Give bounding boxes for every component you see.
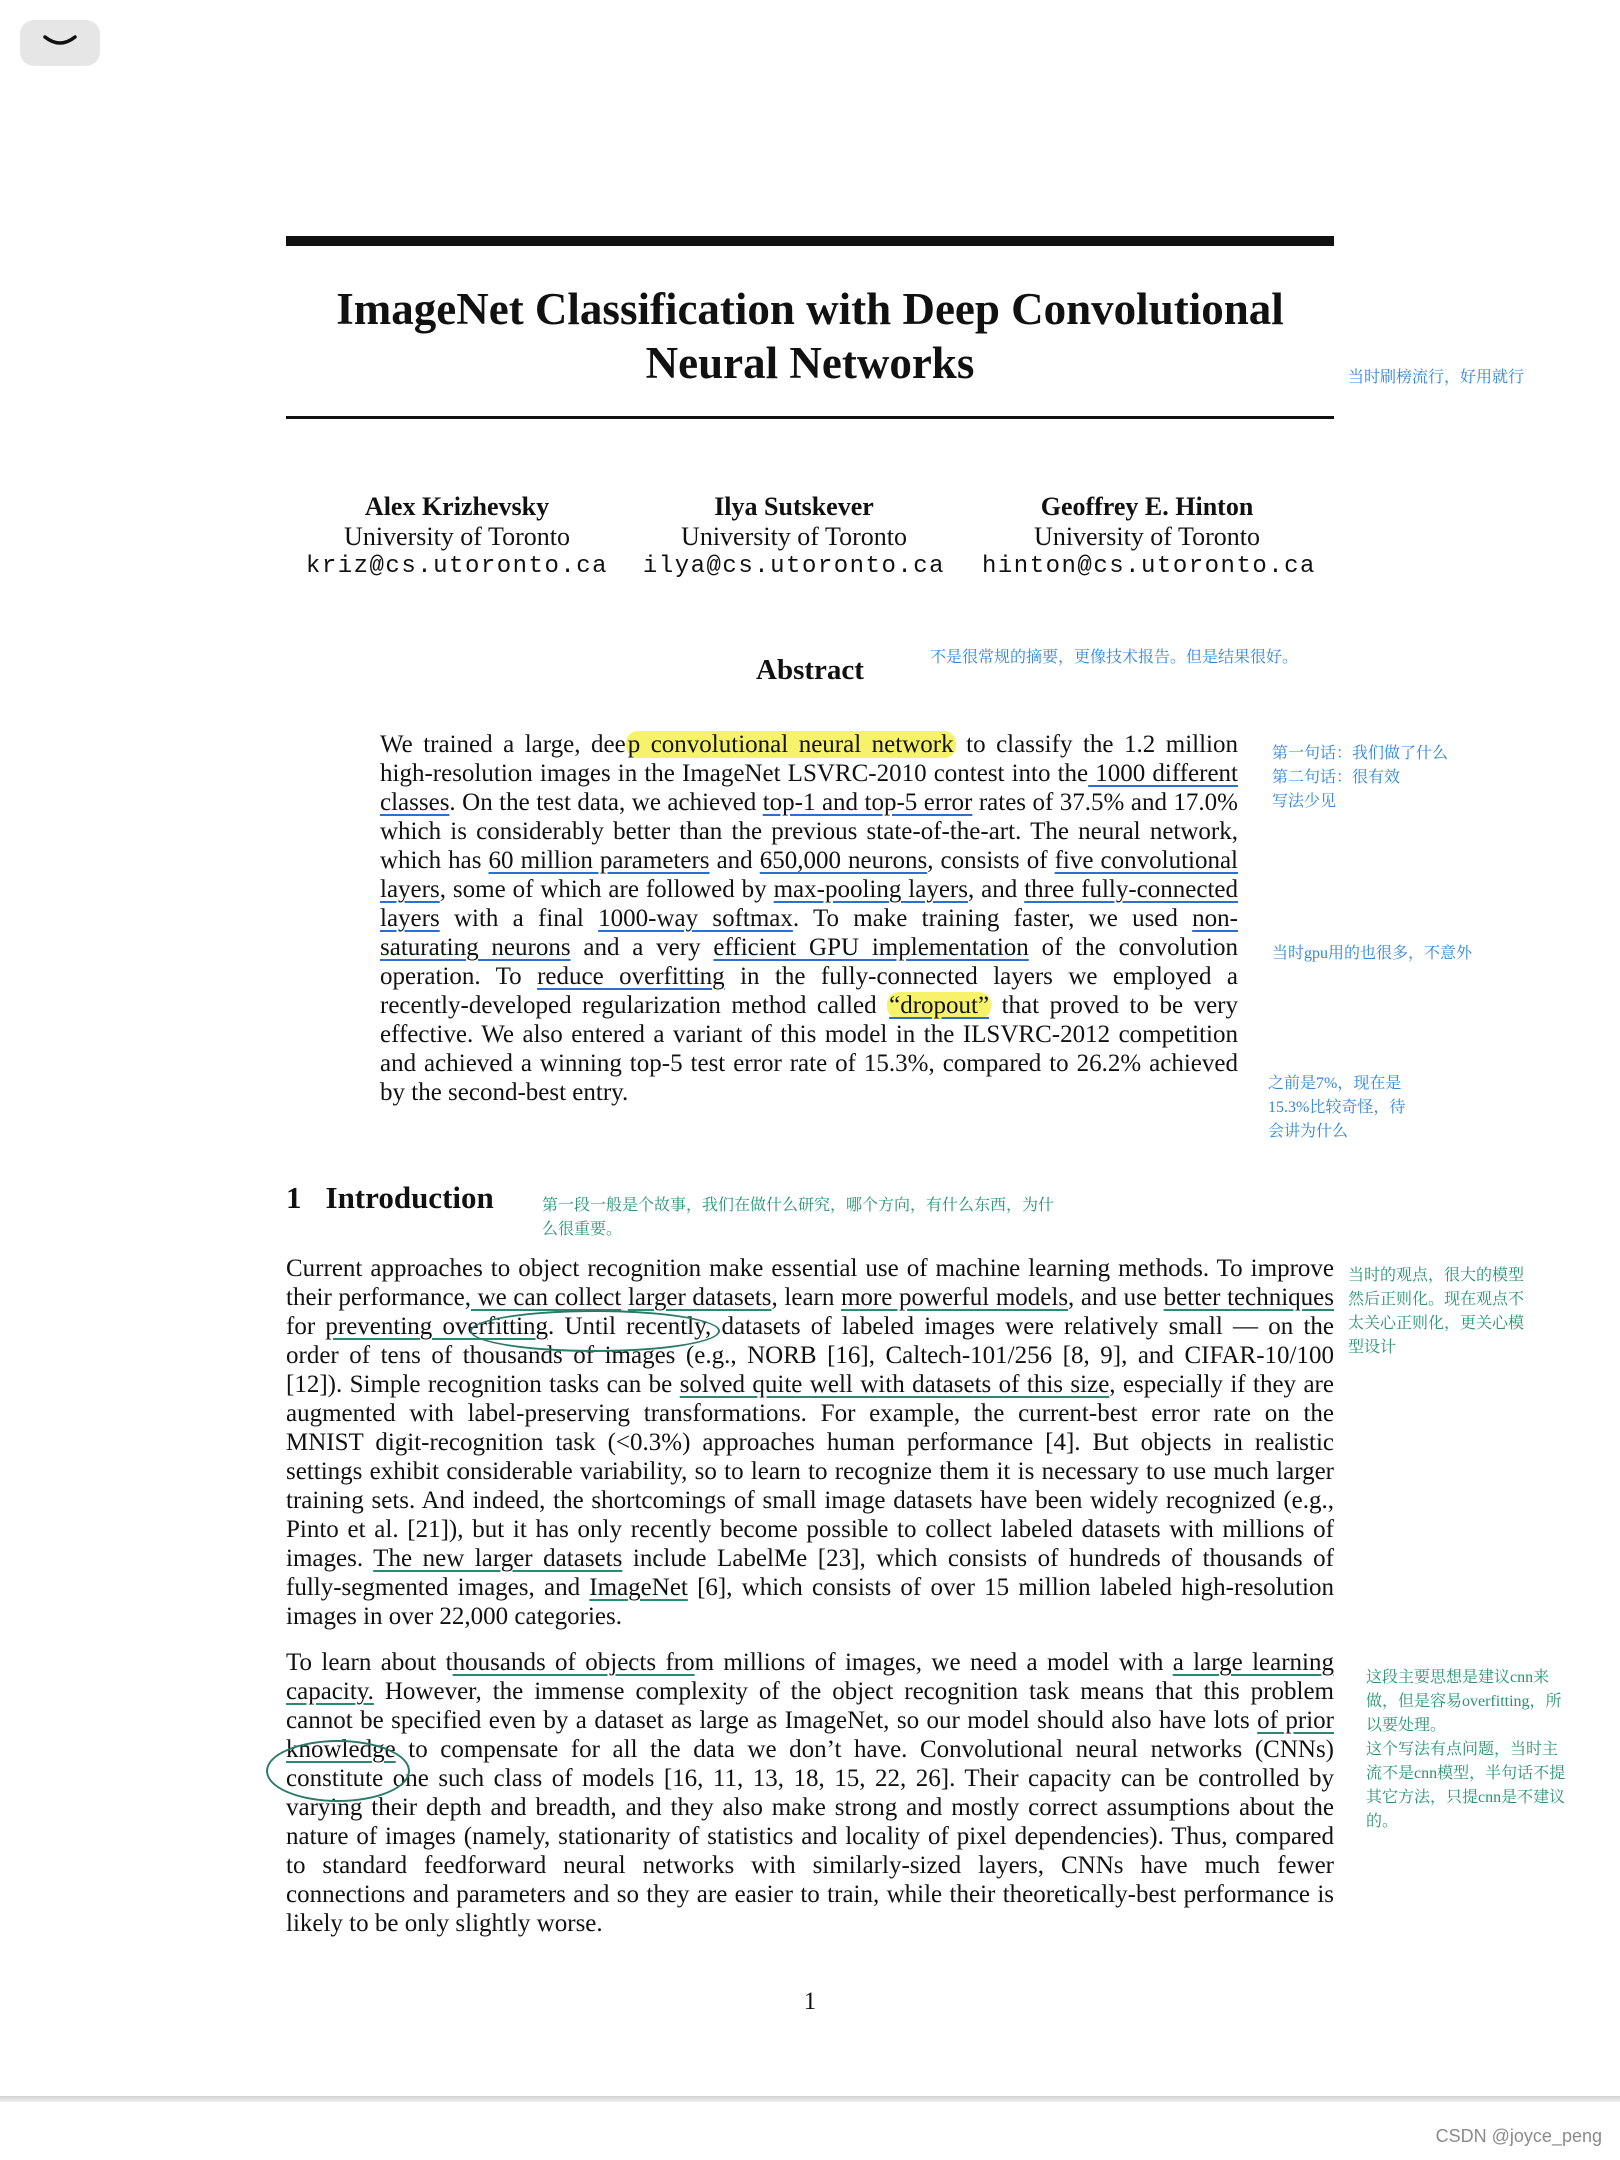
underlined-phrase: more powerful models (840, 1284, 1069, 1311)
abstract-heading: Abstract (756, 654, 864, 686)
text-run: include LabelMe [23], which consists of hundreds of thousands of fully-segmented images, and (286, 1545, 1334, 1601)
underlined-phrase: of prior knowledge (286, 1707, 1334, 1763)
page-number: 1 (803, 1988, 817, 2015)
page-footer-divider (0, 2096, 1620, 2102)
note-line: 的。 (1366, 1813, 1399, 1830)
annotation-circle (470, 1310, 720, 1352)
title-bottom-rule (286, 416, 1334, 419)
underlined-phrase: max-pooling layers (773, 876, 968, 903)
annotation-note: 当时gpu用的也很多，不意外 (1272, 945, 1473, 962)
watermark: CSDN @joyce_peng (1435, 2126, 1602, 2146)
note-line: 当时的观点，很大的模型 (1348, 1267, 1525, 1284)
author-email: ilya@cs.utoronto.ca (642, 553, 946, 580)
annotation-note (1348, 1264, 1524, 1360)
note-line: 其它方法，只提cnn是不建议 (1366, 1789, 1566, 1806)
underlined-phrase: 650,000 neurons (759, 847, 928, 874)
note-line: 流不是cnn模型，半句话不提 (1366, 1765, 1566, 1782)
annotation-note (1366, 1666, 1565, 1834)
note-line: 做，但是容易overfitting，所 (1366, 1693, 1562, 1710)
author-name: Geoffrey E. Hinton (1040, 492, 1254, 521)
underlined-phrase: reduce overfitting (537, 963, 725, 990)
annotation-note: 不是很常规的摘要，更像技术报告。但是结果很好。 (930, 649, 1299, 666)
author-email: hinton@cs.utoronto.ca (982, 553, 1316, 580)
text-run: and a very (570, 934, 714, 961)
collapse-toggle-button[interactable] (20, 20, 100, 66)
note-line: 第一句话：我们做了什么 (1272, 745, 1449, 762)
author-block (292, 492, 622, 582)
text-run: with a final (439, 905, 599, 932)
underlined-phrase: non-saturating neurons (380, 905, 1238, 961)
text-run: We trained a large, dee (380, 731, 626, 758)
note-line: 会讲为什么 (1268, 1123, 1349, 1140)
author-email: kriz@cs.utoronto.ca (305, 553, 609, 580)
title-top-rule (286, 236, 1334, 246)
note-line: 这段主要思想是建议cnn来 (1366, 1669, 1550, 1686)
text-run: to classify the 1.2 million high-resolution images in the ImageNet LSVRC-2010 contest into the (380, 731, 1238, 787)
text-run: and (709, 847, 760, 874)
underlined-phrase: preventing overfitting (325, 1313, 549, 1340)
text-run: , consists of (927, 847, 1055, 874)
text-run: rates of 37.5% and 17.0% which is considerably better than the previous state-of-the-art. The neural network, which has (380, 789, 1239, 874)
annotation-note (542, 1194, 1054, 1242)
underlined-phrase: 1000 different classes (380, 760, 1239, 816)
underlined-phrase: efficient GPU implementation (713, 934, 1029, 961)
note-line: 第一段一般是个故事，我们在做什么研究，哪个方向，有什么东西，为什 (542, 1197, 1055, 1214)
text-run: . To make training faster, we used (792, 905, 1193, 932)
author-name: Alex Krizhevsky (364, 492, 550, 521)
annotation-circle (266, 1740, 410, 1802)
text-run: However, the immense complexity of the object recognition task means that this problem cannot be specified even by a dataset as large as ImageNet, so our model should also have lots (286, 1678, 1334, 1734)
highlighted-phrase: “dropout” (889, 992, 990, 1019)
text-run: . On the test data, we achieved (449, 789, 763, 816)
underlined-phrase: better techniques (1163, 1284, 1335, 1311)
annotation-note (1268, 1072, 1405, 1144)
note-line: 15.3%比较奇怪，待 (1268, 1099, 1406, 1116)
note-line: 么很重要。 (542, 1221, 623, 1238)
underlined-phrase: solved quite well with datasets of this size (679, 1371, 1110, 1398)
underlined-phrase: 1000-way softmax (598, 905, 793, 932)
text-run: in the fully-connected layers we employed a recently-developed regularization method called (380, 963, 1238, 1019)
highlighted-phrase: p convolutional neural network (627, 731, 954, 758)
text-run: , and use (1068, 1284, 1164, 1311)
chevron-down-icon (41, 33, 79, 54)
author-block (982, 492, 1316, 582)
underlined-phrase: housands of objects fro (452, 1649, 695, 1676)
text-run: , and (967, 876, 1025, 903)
text-run: to compensate for all the data we don’t have. Convolutional neural networks (CNNs) constitute one such class of models [16, 11, 13, 18, 15, 22, 26]. Their capacity can be controlled by varying their depth and breadth, and they also make strong and mostly correct assumptions about the nature of images (namely, stationarity of statistics and locality of pixel dependencies). Thus, compared to standard feedforward neural networks with similarly-sized layers, CNNs have much fewer connections and parameters and so they are easier to train, while their theoretically-best performance is likely to be only slightly worse. (286, 1736, 1334, 1937)
author-affiliation: University of Toronto (1034, 522, 1260, 551)
text-run: of the convolution operation. To (380, 934, 1239, 990)
author-affiliation: University of Toronto (681, 522, 907, 551)
text-run: m millions of images, we need a model with (694, 1649, 1173, 1676)
note-line: 型设计 (1348, 1339, 1397, 1356)
note-line: 这个写法有点问题，当时主 (1366, 1741, 1559, 1758)
section-heading (286, 1180, 494, 1216)
note-line: 然后正则化。现在观点不 (1348, 1291, 1525, 1308)
paper-title: ImageNet Classification with Deep Convolutional Neural Networks (336, 284, 1284, 388)
section-number: 1 (286, 1180, 302, 1215)
text-run: , learn (771, 1284, 841, 1311)
text-run: , some of which are followed by (439, 876, 774, 903)
underlined-phrase: larger datasets (627, 1284, 772, 1311)
underlined-phrase: five convolutional layers (380, 847, 1239, 903)
annotation-note (1272, 742, 1448, 814)
underlined-phrase: three fully-connected layers (380, 876, 1238, 932)
note-line: 太关心正则化，更关心模 (1348, 1315, 1525, 1332)
author-name: Ilya Sutskever (714, 492, 874, 521)
underlined-phrase: we can collect (470, 1284, 622, 1311)
text-run (621, 1284, 628, 1311)
text-run: Current approaches to object recognition make essential use of machine learning methods. To improve their performance, (286, 1255, 1334, 1311)
author-affiliation: University of Toronto (344, 522, 570, 551)
author-block (629, 492, 959, 582)
text-run: . Until recently, datasets of labeled images were relatively small — on the order of tens of thousands of images (e.g., NORB [16], Caltech-101/256 [8, 9], and CIFAR-10/100 [12]). Simple recognition tasks can be (286, 1313, 1334, 1398)
annotation-note: 当时刷榜流行，好用就行 (1348, 369, 1525, 386)
text-run: [6], which consists of over 15 million labeled high-resolution images in over 22,000 categories. (286, 1574, 1334, 1630)
note-line: 以要处理。 (1366, 1717, 1447, 1734)
abstract-text (380, 730, 1238, 1107)
text-run: To learn about t (286, 1649, 453, 1676)
intro-paragraph (286, 1648, 1334, 1938)
underlined-phrase: top-1 and top-5 error (762, 789, 973, 816)
note-line: 第二句话：很有效 (1272, 769, 1401, 786)
underlined-phrase: The new larger datasets (373, 1545, 623, 1572)
note-line: 写法少见 (1272, 793, 1337, 810)
text-run: , especially if they are augmented with label-preserving transformations. For example, the current-best error rate on the MNIST digit-recognition task (<0.3%) approaches human performance [4]. But objects in realistic settings exhibit considerable variability, so to learn to recognize them it is necessary to use much larger training sets. And indeed, the shortcomings of small image datasets have been widely recognized (e.g., Pinto et al. [21]), but it has only recently become possible to collect labeled datasets with millions of images. (286, 1371, 1334, 1572)
text-run: for (286, 1313, 326, 1340)
text-run: that proved to be very effective. We also entered a variant of this model in the ILSVRC-2012 competition and achieved a winning top-5 test error rate of 15.3%, compared to 26.2% achieved by the second-best entry. (380, 992, 1238, 1106)
intro-paragraph (286, 1254, 1334, 1631)
underlined-phrase: a large learning capacity. (286, 1649, 1334, 1705)
section-title: Introduction (325, 1180, 494, 1215)
note-line: 之前是7%，现在是 (1268, 1075, 1402, 1092)
underlined-phrase: 60 million parameters (488, 847, 710, 874)
underlined-phrase: ImageNet (589, 1574, 688, 1601)
